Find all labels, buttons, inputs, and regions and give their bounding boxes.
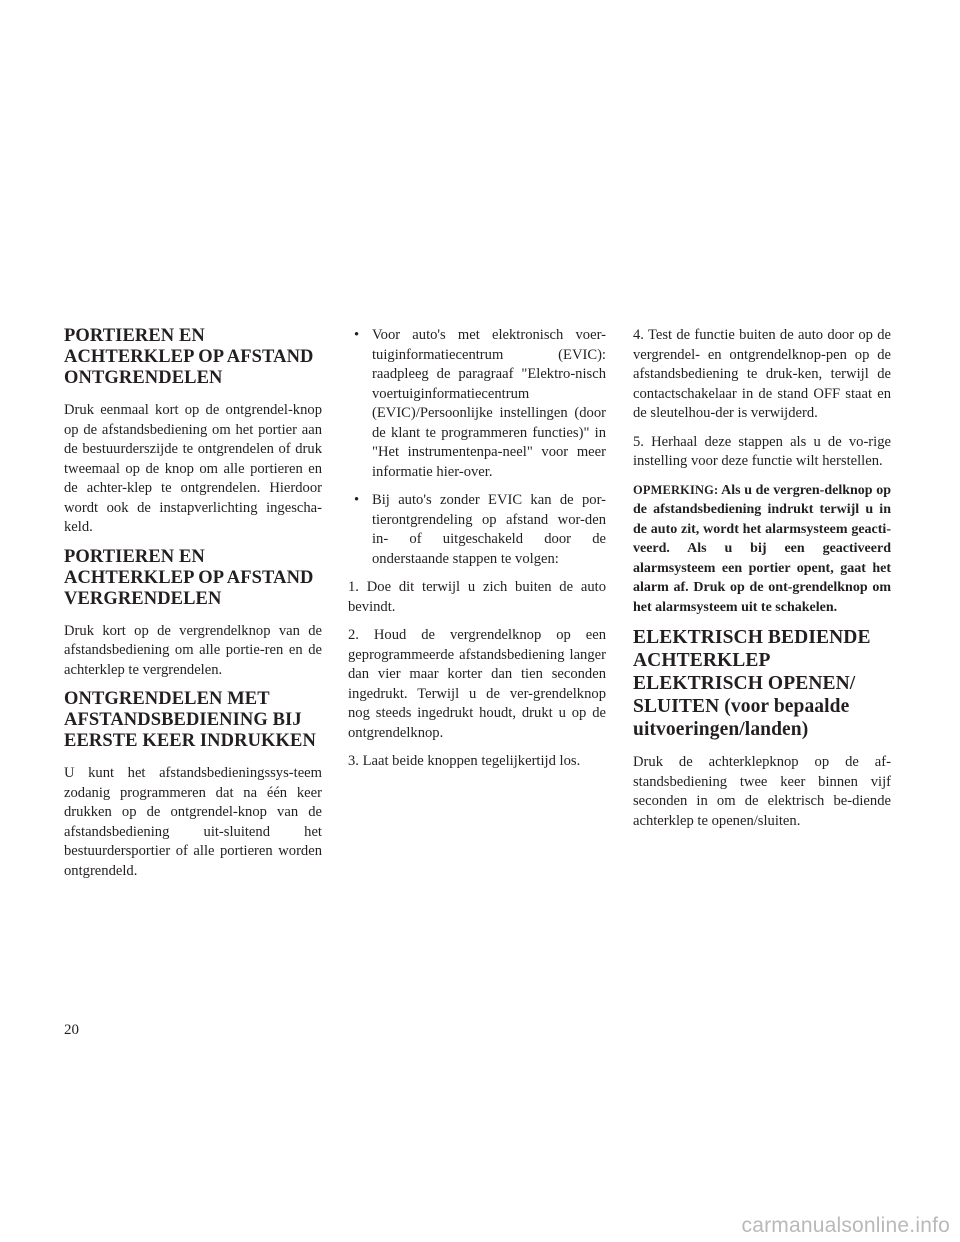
step-4: 4. Test de functie buiten de auto door op de vergrendel- en ontgrendelknop-pen op de afstandsbediening te druk-ken, terwijl de contactschakelaar in de stand OFF staat en de sleutelhou-der is verwijderd. xyxy=(633,327,891,421)
bullet-text-evic: Voor auto's met elektronisch voer-tuiginformatiecentrum (EVIC): raadpleeg de paragraaf "Elektro-nisch voertuiginformatiecentrum (EVIC)/Persoonlijke instellingen (door de klant te programmeren functies)" in "Het instrumentenpa-neel" voor meer informatie hier-over. xyxy=(372,327,606,480)
list-item xyxy=(348,326,606,482)
page-number: 20 xyxy=(64,1022,79,1038)
step-3: 3. Laat beide knoppen tegelijkertijd los. xyxy=(348,753,581,769)
column-left xyxy=(64,326,322,890)
bullet-list xyxy=(348,326,606,569)
heading-unlock-remote: PORTIEREN EN ACHTERKLEP OP AFSTAND ONTGRENDELEN xyxy=(64,326,314,388)
bullet-icon: • xyxy=(354,327,360,343)
bullet-text-no-evic: Bij auto's zonder EVIC kan de por-tierontgrendeling op afstand wor-den in- of uitgeschakeld door de onderstaande stappen te volgen: xyxy=(372,492,606,567)
heading-lock-remote: PORTIEREN EN ACHTERKLEP OP AFSTAND VERGRENDELEN xyxy=(64,546,314,609)
paragraph-first-press-unlock: U kunt het afstandsbedieningssys-teem zodanig programmeren dat na één keer drukken op de ontgrendel-knop van de afstandsbediening uit-sluitend het bestuurdersportier of alle portieren worden ontgrendeld. xyxy=(64,765,322,879)
paragraph-power-liftgate: Druk de achterklepknop op de af-standsbediening twee keer binnen vijf seconden in om de elektrisch be-diende achterklep te openen/sluiten. xyxy=(633,754,891,829)
note-text: Als u de vergren-delknop op de afstandsbediening indrukt terwijl u in de auto zit, wordt het alarmsysteem geacti-veerd. Als u bij een geactiveerd alarmsysteem een portier opent, gaat het alarm af. Druk op de ont-grendelknop om het alarmsysteem uit te schakelen. xyxy=(633,482,891,615)
column-right xyxy=(633,326,891,840)
heading-first-press-unlock: ONTGRENDELEN MET AFSTANDSBEDIENING BIJ EERSTE KEER INDRUKKEN xyxy=(64,689,316,751)
step-1: 1. Doe dit terwijl u zich buiten de auto bevindt. xyxy=(348,579,606,615)
column-middle xyxy=(348,326,606,781)
bullet-icon: • xyxy=(354,492,360,508)
note-label: OPMERKING: xyxy=(633,482,719,497)
note-block xyxy=(633,481,891,618)
step-2: 2. Houd de vergrendelknop op een geprogrammeerde afstandsbediening langer dan vier maar korter dan tien seconden ingedrukt. Terwijl u de ver-grendelknop nog steeds ingedrukt houdt, drukt u op de ontgrendelknop. xyxy=(348,627,606,741)
heading-power-liftgate: ELEKTRISCH BEDIENDE ACHTERKLEP ELEKTRISCH OPENEN/ SLUITEN (voor bepaalde uitvoeringen/landen) xyxy=(633,627,871,740)
paragraph-unlock-remote: Druk eenmaal kort op de ontgrendel-knop op de afstandsbediening om het portier aan de bestuurderszijde te ontgrendelen of druk tweemaal op de knop om alle portieren en de achter-klep te ontgrendelen. Hierdoor wordt ook de instapverlichting ingescha-keld. xyxy=(64,402,322,535)
paragraph-lock-remote: Druk kort op de vergrendelknop van de afstandsbediening om alle portie-ren en de achterklep te vergrendelen. xyxy=(64,622,322,678)
watermark: carmanualsonline.info xyxy=(741,1214,950,1237)
step-5: 5. Herhaal deze stappen als u de vo-rige instelling voor deze functie wilt herstellen. xyxy=(633,433,891,469)
list-item xyxy=(348,491,606,569)
